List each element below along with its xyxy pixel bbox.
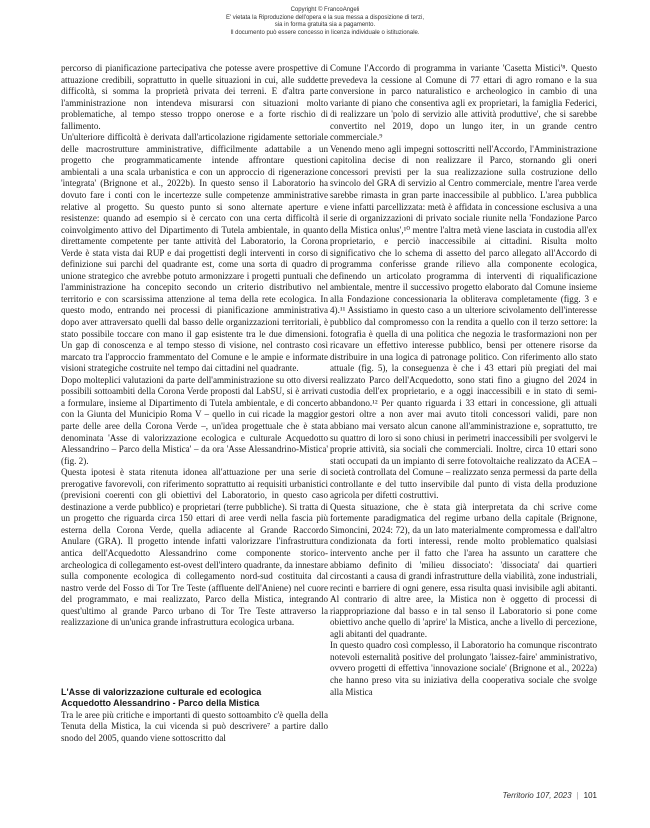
copyright-line: sia in forma gratuita sia a pagamento. xyxy=(274,22,376,29)
page-footer xyxy=(502,791,597,800)
section-spacer xyxy=(61,629,328,687)
footer-separator: | xyxy=(576,791,579,800)
section-heading-line: Acquedotto Alessandrino - Parco della Mistica xyxy=(61,698,260,709)
body-paragraph: percorso di pianificazione partecipativa che potesse avere prospettive di attuazione credibili, soprattutto in quelle situazioni in cui, alle suddette difficoltà, si somma la proprietà privata dei terreni. E d'altra parte l'amministrazione non intendeva misurarsi con situazioni molto problematiche, al tempo stesso troppo onerose e a forte rischio di fallimento. xyxy=(61,63,328,131)
journal-citation: Territorio 107, 2023 xyxy=(502,791,572,800)
body-paragraph: Comune l'Accordo di programma in variante 'Casetta Mistici'⁸. Questo prevedeva la cessione al Comune di 77 ettari di agro romano e la sua conversione in parco naturalistico e archeologico in cambio di una variante di piano che consentiva agli ex proprietari, la famiglia Federici, di realizzare un 'polo di servizio alle attività produttive', che si sarebbe convertito nel 2019, dopo un lungo iter, in un grande centro commerciale.⁹ xyxy=(330,63,597,143)
right-column xyxy=(330,63,597,698)
body-paragraph: Questa ipotesi è stata ritenuta idonea all'attuazione per una serie di prerogative favorevoli, con riferimento soprattutto ai requisiti urbanistici (previsioni coerenti con gli obiettivi del Laboratorio, in questo caso destinazione a verde pubblico) e proprietari (terre pubbliche). Si tratta di un progetto che riguarda circa 150 ettari di aree verdi nella fascia più esterna della Corona Verde, quella adiacente al Grande Raccordo Anulare (GRA). Il progetto intende infatti valorizzare l'infrastruttura antica dell'Acquedotto Alessandrino come componente storico-archeologica di collegamento est-ovest dell'intero quadrante, da innestare sulla componente ecologica di collegamento nord-sud costituita dal nastro verde del Fosso di Tor Tre Teste (affluente dell'Aniene) nel cuore del programmato, e mai realizzato, Parco della Mistica, integrando quest'ultimo al grande Parco urbano di Tor Tre Teste attraverso la realizzazione di un'unica grande infrastruttura ecologica urbana. xyxy=(61,467,328,628)
body-paragraph: Un'ulteriore difficoltà è derivata dall'articolazione rigidamente settoriale delle macrostrutture amministrative, difficilmente adattabile a un progetto che programmaticamente intende affrontare questioni ambientali a una scala urbanistica e con un approccio di rigenerazione 'integrata' (Brignone et al., 2022b). In questo senso il Laboratorio ha dovuto fare i conti con le incertezze sulle competenze amministrative relative al progetto. Su questo punto si sono alternate aperture e resistenze: quando ad esempio si è cercato con una certa difficoltà il coinvolgimento attivo del Dipartimento di Tutela ambientale, in quanto direttamente competente per tante attività del Laboratorio, la Corona Verde è stata vista dai RUP e dai progettisti degli interventi in corso di definizione sui parchi del quadrante est, come una sorta di quadro di unione strategico che avrebbe potuto armonizzare i progetti puntuali che l'amministrazione ha concepito secondo un criterio distributivo nel territorio e con scarsissima attenzione al tema della rete ecologica. In questo modo, entrando nei processi di pianificazione amministrativa dopo aver attraversato quelli dal basso delle organizzazioni territoriali, è stato possibile toccare con mano il gap esistente tra le due dimensioni. Un gap di conoscenza e al tempo stesso di visione, nel contrasto così marcato tra l'approccio frammentato del Comune e le ampie e informate visioni strategiche costruite nel tempo dai cittadini nel quadrante. xyxy=(61,132,328,374)
body-paragraph: Tra le aree più critiche e importanti di questo sottoambito c'è quella della Tenuta della Mistica, la cui vicenda si può descrivere⁷ a partire dallo snodo del 2005, quando viene sottoscritto dal xyxy=(61,709,328,743)
copyright-line: Copyright © FrancoAngeli xyxy=(290,7,360,13)
section-heading xyxy=(61,687,328,710)
copyright-notice xyxy=(0,7,650,37)
page-number: 101 xyxy=(583,791,597,800)
copyright-line: E' vietata la Riproduzione dell'opera e la sua messa a disposizione di terzi, xyxy=(225,14,425,21)
left-column xyxy=(61,63,328,744)
body-paragraph: Dopo molteplici valutazioni da parte dell'amministrazione su otto diversi possibili sottoambiti della Corona Verde proposti dal LabSU, si è arrivati a formulare, insieme al Dipartimento di Tutela ambientale, e di concerto con la Giunta del Municipio Roma V – quello in cui ricade la maggior parte delle aree della Corona Verde –, un'idea progettuale che è stata denominata 'Asse di valorizzazione ecologica e culturale Acquedotto Alessandrino – Parco della Mistica' – da ora 'Asse Alessandrino-Mistica' (fig. 2). xyxy=(61,374,328,466)
section-heading-line: L'Asse di valorizzazione culturale ed ecologica xyxy=(61,686,262,697)
body-paragraph: Venendo meno agli impegni sottoscritti nell'Accordo, l'Amministrazione capitolina decise di non realizzare il Parco, stornando gli oneri concessori previsti per la sua realizzazione sulla costruzione dello svincolo del GRA di servizio al Centro commerciale, mentre l'area verde sarebbe rimasta in gran parte inaccessibile al pubblico. L'area pubblica viene infatti parcellizzata: metà è affidata in concessione esclusiva a una serie di organizzazioni di privato sociale riunite nella 'Fondazione Parco della Mistica onlus',¹⁰ mentre l'altra metà viene lasciata in custodia all'ex proprietario, e perciò inaccessibile ai cittadini. Risulta molto significativo che lo schema di assetto del parco allegato all'Accordo di programma conferisse grande rilievo alla componente ecologica, definendo un articolato programma di interventi di riqualificazione ambientale, mentre il successivo progetto elaborato dal Comune insieme alla Fondazione concessionaria la obliterava completamente (figg. 3 e 4).¹¹ Assistiamo in questo caso a un ulteriore scivolamento dell'interesse pubblico dal compromesso con la rendita a quello con il terzo settore: la fotografia è quella di una politica che negozia le trasformazioni non per ricavare un effettivo interesse pubblico, bensì per ottenere risorse da distribuire in una logica di patronage politico. Con riferimento allo stato attuale (fig. 5), la conseguenza è che i 43 ettari più pregiati del mai realizzato Parco dell'Acquedotto, sono stati fino a giugno del 2024 in custodia dell'ex proprietario, e a oggi inaccessibili e in stato di semi-abbandono.¹² Per quanto riguarda i 33 ettari in concessione, gli attuali gestori oltre a non aver mai avuto titoli concessori validi, pare non abbiano mai versato alcun canone all'amministrazione e, soprattutto, tre su quattro di loro si sono chiusi in perimetri inaccessibili per svolgervi le proprie attività, sia sociali che commerciali. Inoltre, circa 10 ettari sono stati occupati da un impianto di serre fotovoltaiche realizzato da ACEA – società controllata del Comune – realizzato senza permessi da parte della controllante e del tutto inservibile dal punto di vista della produzione agricola per difetti costruttivi. xyxy=(330,143,597,501)
body-paragraph: In questo quadro così complesso, il Laboratorio ha comunque riscontrato notevoli esternalità positive del prolungato 'laissez-faire' amministrativo, ovvero progetti di effettiva 'innovazione sociale' (Brignone et al., 2022a) che hanno preso vita su iniziativa della cooperativa sociale che svolge alla Mistica xyxy=(330,640,597,697)
copyright-line: Il documento può essere concesso in licenza individuale o istituzionale. xyxy=(230,29,420,36)
body-paragraph: Questa situazione, che è stata già interpretata da chi scrive come fortemente paradigmatica del regime urbano della capitale (Brignone, Simoncini, 2024: 72), da un lato materialmente compromessa e dall'altro condizionata da forti interessi, rende molto problematico qualsiasi intervento anche per il fatto che l'area ha assunto un carattere che abbiamo definito di 'milieu dissociato': 'dissociata' dai quartieri circostanti a causa di grandi infrastrutture della viabilità, zone industriali, recinti e barriere di ogni genere, essa risulta quasi invisibile agli abitanti. Al contrario di altre aree, la Mistica non è oggetto di processi di riappropriazione dal basso e in tal senso il Laboratorio si pone come obiettivo anche quello di 'aprire' la Mistica, anche a livello di percezione, agli abitanti del quadrante. xyxy=(330,501,597,639)
